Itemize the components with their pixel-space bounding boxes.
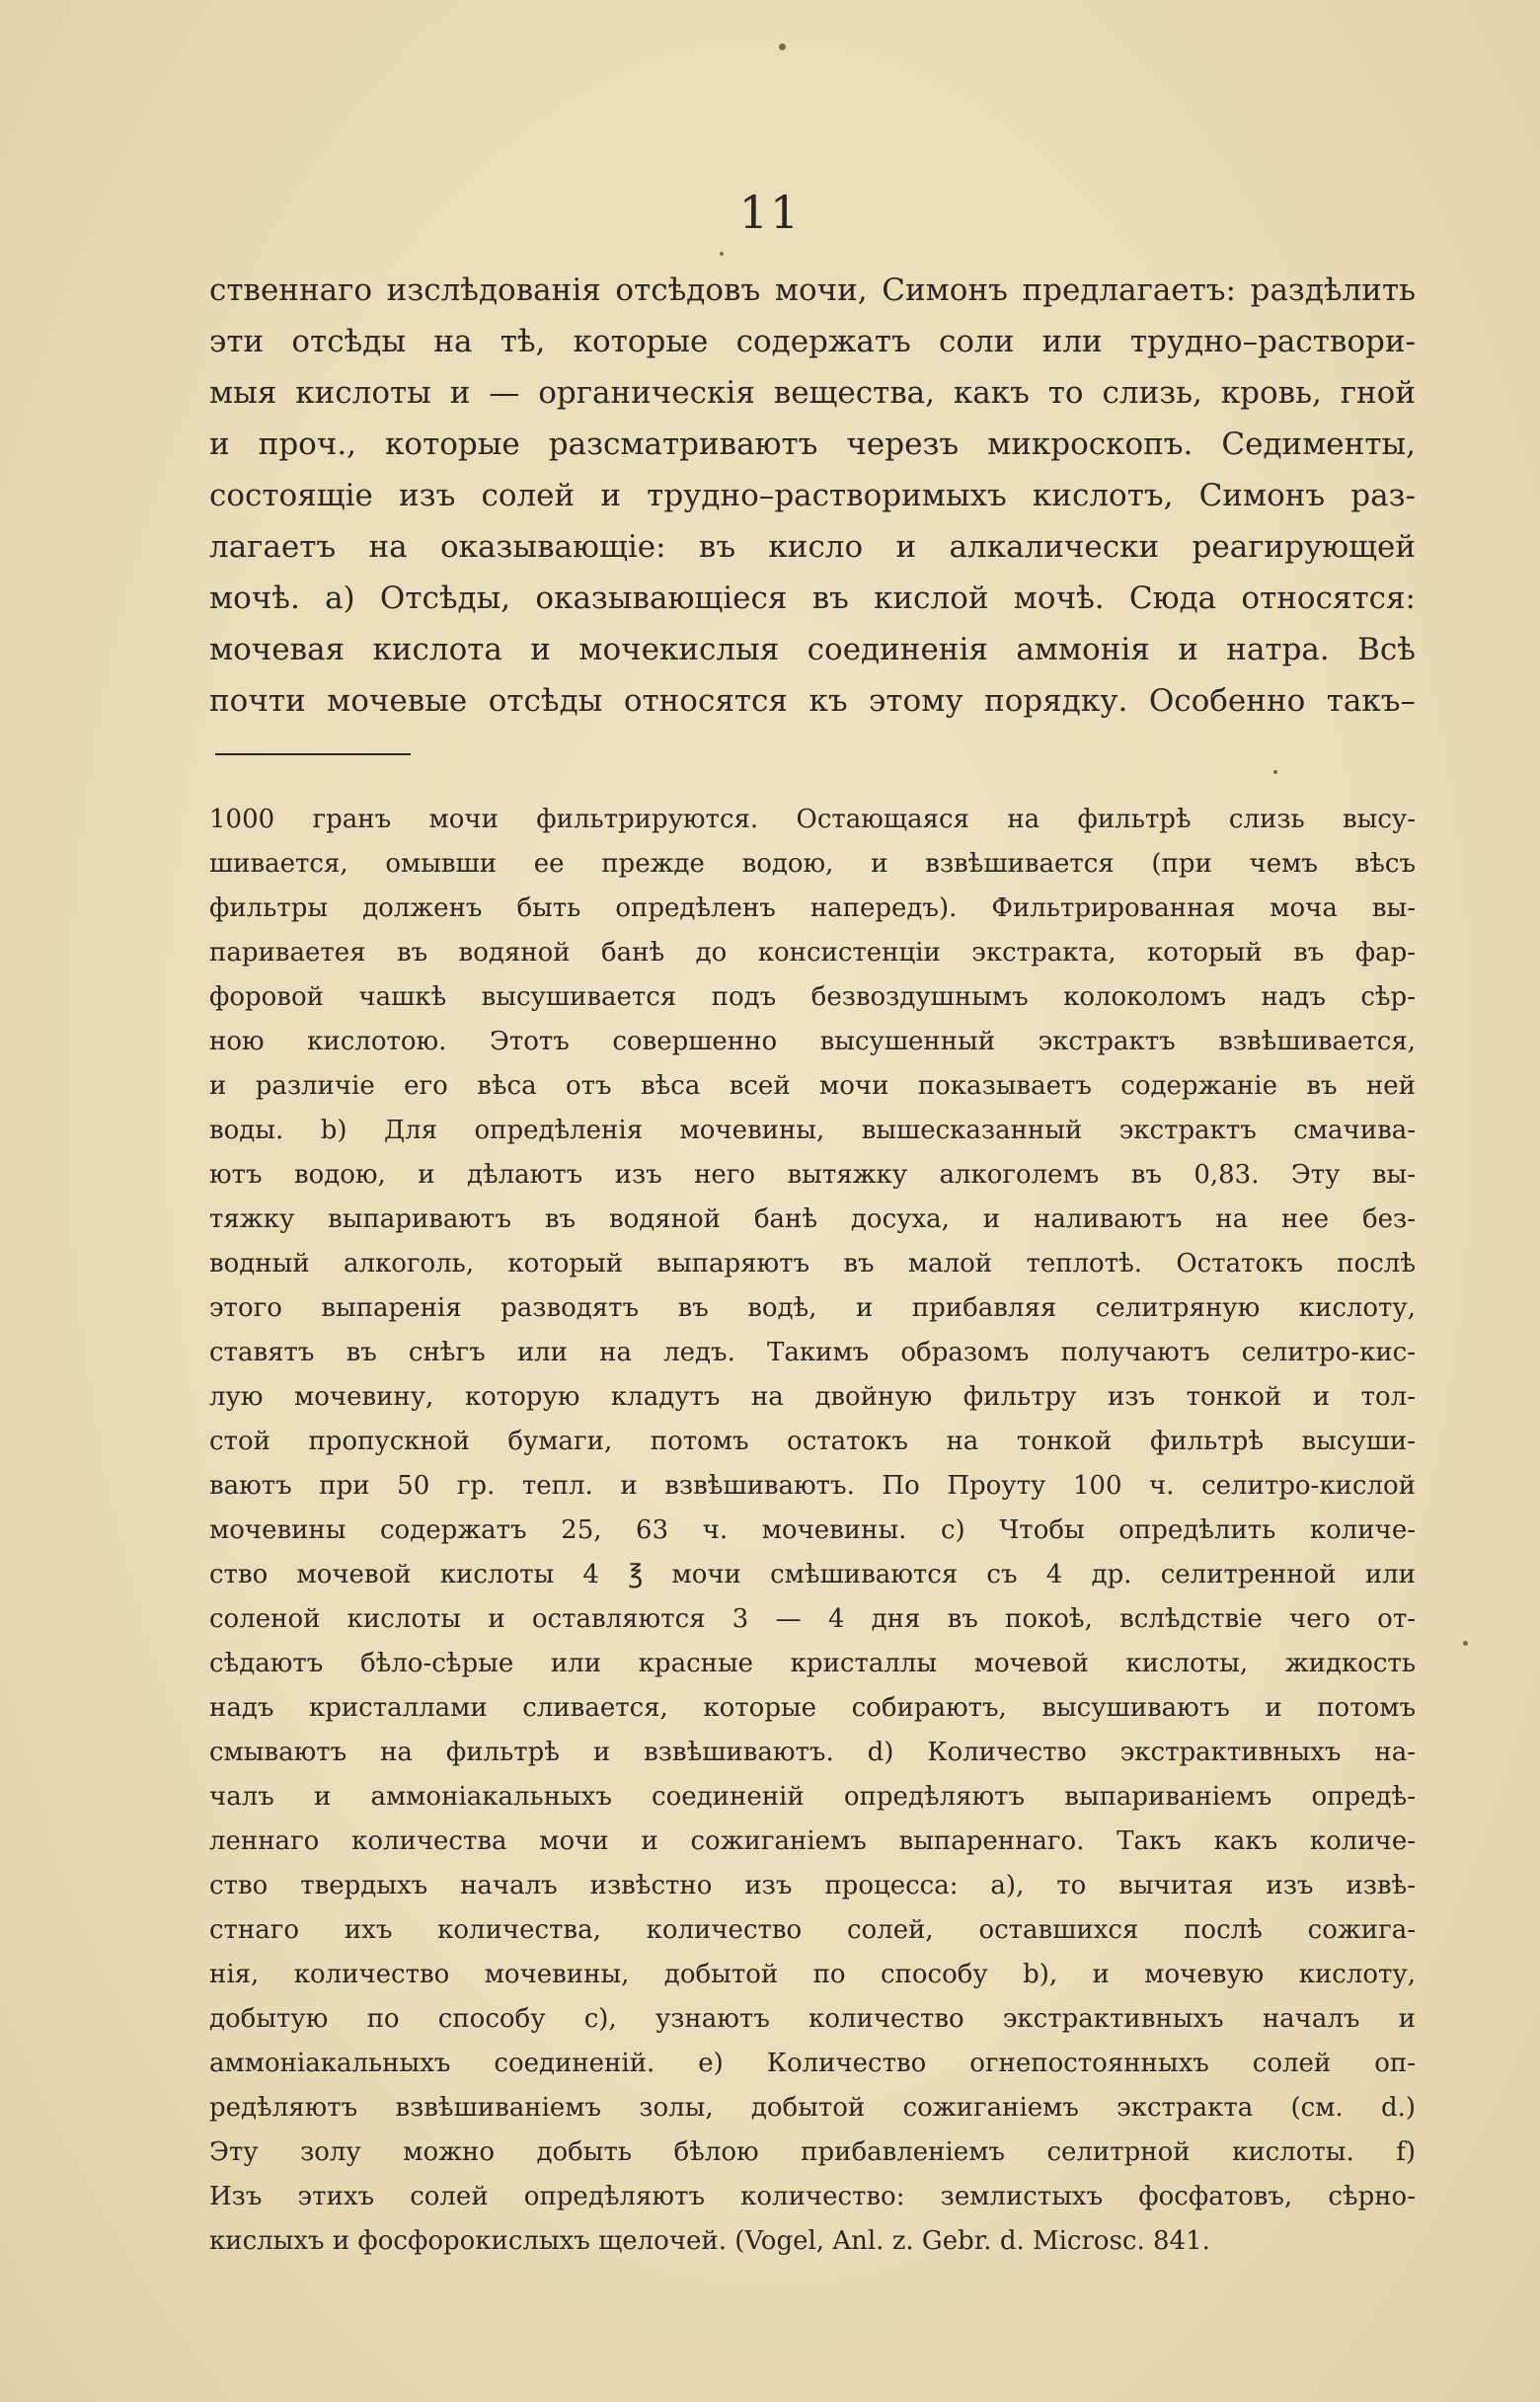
footnote: [209, 798, 1416, 2264]
footnote-line: шивается, омывши ее прежде водою, и взвѣшивается (при чемъ вѣсъ: [209, 849, 1416, 879]
text-line: эти отсѣды на тѣ, которые содержатъ соли или трудно–раствори-: [209, 324, 1416, 359]
footnote-line: тяжку выпариваютъ въ водяной банѣ досуха, и наливаютъ на нее без-: [209, 1204, 1416, 1234]
text-line: и проч., которые разсматриваютъ черезъ микроскопъ. Седименты,: [209, 426, 1416, 462]
footnote-line: Изъ этихъ солей опредѣляютъ количество: землистыхъ фосфатовъ, сѣрно-: [209, 2182, 1416, 2211]
text-line: лагаетъ на оказывающіе: въ кисло и алкалически реагирующей: [209, 529, 1416, 565]
footnote-line: редѣляютъ взвѣшиваніемъ золы, добытой сожиганіемъ экстракта (см. d.): [209, 2093, 1416, 2123]
footnote-line: водный алкоголь, который выпаряютъ въ малой теплотѣ. Остатокъ послѣ: [209, 1249, 1416, 1278]
footnote-line: ною кислотою. Этотъ совершенно высушенный экстрактъ взвѣшивается,: [209, 1027, 1416, 1056]
footnote-line: форовой чашкѣ высушивается подъ безвоздушнымъ колоколомъ надъ сѣр-: [209, 982, 1416, 1012]
footnote-line: надъ кристаллами сливается, которые собираютъ, высушиваютъ и потомъ: [209, 1693, 1416, 1723]
footnote-line: ютъ водою, и дѣлаютъ изъ него вытяжку алкоголемъ въ 0,83. Эту вы-: [209, 1160, 1416, 1190]
footnote-line: добытую по способу c), узнаютъ количество экстрактивныхъ началъ и: [209, 2004, 1416, 2034]
footnote-line: стой пропускной бумаги, потомъ остатокъ на тонкой фильтрѣ высуши-: [209, 1427, 1416, 1456]
footnote-line: аммоніакальныхъ соединеній. e) Количество огнепостоянныхъ солей оп-: [209, 2049, 1416, 2078]
footnote-line: смываютъ на фильтрѣ и взвѣшиваютъ. d) Количество экстрактивныхъ на-: [209, 1738, 1416, 1767]
footnote-line: леннаго количества мочи и сожиганіемъ выпареннаго. Такъ какъ количе-: [209, 1826, 1416, 1856]
footnote-line: лую мочевину, которую кладутъ на двойную фильтру изъ тонкой и тол-: [209, 1382, 1416, 1412]
footnote-line: стнаго ихъ количества, количество солей, оставшихся послѣ сожига-: [209, 1915, 1416, 1945]
footnote-line: соленой кислоты и оставляются 3 — 4 дня въ покоѣ, вслѣдствіе чего от-: [209, 1604, 1416, 1634]
footnote-line: этого выпаренія разводятъ въ водѣ, и прибавляя селитряную кислоту,: [209, 1293, 1416, 1323]
footnote-line: сѣдаютъ бѣло-сѣрые или красные кристаллы мочевой кислоты, жидкость: [209, 1649, 1416, 1678]
footnote-line: мочевины содержатъ 25, 63 ч. мочевины. c) Чтобы опредѣлить количе-: [209, 1515, 1416, 1545]
footnote-line: фильтры долженъ быть опредѣленъ напередъ). Фильтрированная моча вы-: [209, 893, 1416, 923]
text-line: мыя кислоты и — органическія вещества, какъ то слизь, кровь, гной: [209, 375, 1416, 411]
footnote-line: ство твердыхъ началъ извѣстно изъ процесса: a), то вычитая изъ извѣ-: [209, 1871, 1416, 1900]
main-paragraph: [209, 265, 1416, 727]
footnote-line: париваетея въ водяной банѣ до консистенціи экстракта, который въ фар-: [209, 938, 1416, 968]
footnote-line: и различіе его вѣса отъ вѣса всей мочи показываетъ содержаніе въ ней: [209, 1071, 1416, 1101]
text-line: состоящіе изъ солей и трудно–растворимыхъ кислотъ, Симонъ раз-: [209, 478, 1416, 513]
footnote-line: Эту золу можно добыть бѣлою прибавленіемъ селитрной кислоты. f): [209, 2137, 1416, 2167]
text-line: мочѣ. a) Отсѣды, оказывающіеся въ кислой мочѣ. Сюда относятся:: [209, 581, 1416, 616]
text-line: мочевая кислота и мочекислыя соединенія аммонія и натра. Всѣ: [209, 632, 1416, 667]
footnote-line: ставятъ въ снѣгъ или на ледъ. Такимъ образомъ получаютъ селитро-кис-: [209, 1338, 1416, 1367]
text-line: почти мочевые отсѣды относятся къ этому порядку. Особенно такъ–: [209, 683, 1416, 719]
footnote-line: 1000 гранъ мочи фильтрируются. Остающаяся на фильтрѣ слизь высу-: [209, 805, 1416, 834]
page-number: 11: [738, 186, 802, 239]
footnote-line: чалъ и аммоніакальныхъ соединеній опредѣляютъ выпариваніемъ опредѣ-: [209, 1782, 1416, 1812]
ink-speck: [1273, 770, 1277, 774]
ink-speck: [1463, 1641, 1468, 1646]
text-line: ственнаго изслѣдованія отсѣдовъ мочи, Симонъ предлагаетъ: раздѣлить: [209, 272, 1416, 308]
footnote-line: ваютъ при 50 гр. тепл. и взвѣшиваютъ. По Проуту 100 ч. селитро-кислой: [209, 1471, 1416, 1501]
footnote-line: кислыхъ и фосфорокислыхъ щелочей. (Vogel, Anl. z. Gebr. d. Microsc. 841.: [209, 2226, 1210, 2256]
ink-speck: [720, 252, 724, 256]
ink-speck: [779, 43, 786, 50]
footnote-line: нія, количество мочевины, добытой по способу b), и мочевую кислоту,: [209, 1960, 1416, 1989]
footnote-divider: [215, 753, 411, 755]
footnote-line: ство мочевой кислоты 4 ℥ мочи смѣшиваются съ 4 др. селитренной или: [209, 1560, 1416, 1589]
footnote-line: воды. b) Для опредѣленія мочевины, вышесказанный экстрактъ смачива-: [209, 1116, 1416, 1145]
